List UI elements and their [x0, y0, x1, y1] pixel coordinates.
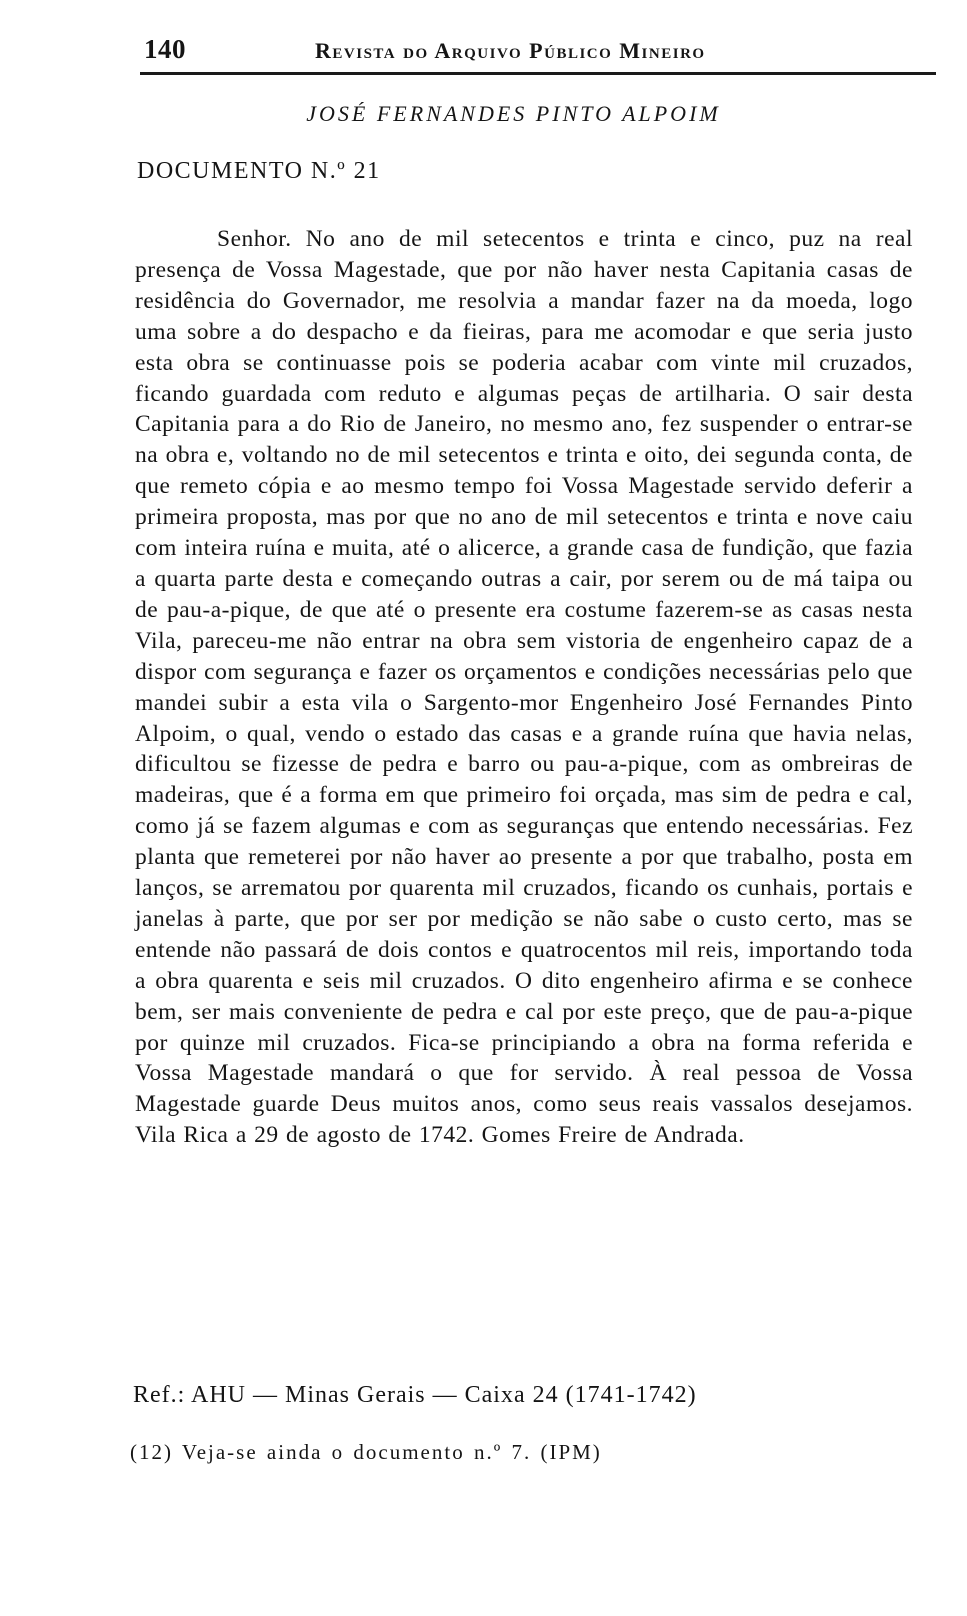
document-body: Senhor. No ano de mil setecentos e trinta e cinco, puz na real presença de Vossa Magestade, que por não haver nesta Capitania casas de residência do Governador, me resolvia a mandar fazer na da moeda, logo uma sobre a do despacho e da fieiras, para me acomodar e que seria justo esta obra se continuasse pois se poderia acabar com vinte mil cruzados, ficando guardada com reduto e algumas peças de artilharia. O sair desta Capitania para a do Rio de Janeiro, no mesmo ano, fez suspender o entrar-se na obra e, voltando no de mil setecentos e trinta e oito, dei segunda conta, de que remeto cópia e ao mesmo tempo foi Vossa Magestade servido deferir a primeira proposta, mas por que no ano de mil setecentos e trinta e nove caiu com inteira ruína e muita, até o alicerce, a grande casa de fundição, que fazia a quarta parte desta e começando outras a cair, por serem ou de má taipa ou de pau-a-pique, de que até o presente era costume fazerem-se as casas nesta Vila, pareceu-me não entrar na obra sem vistoria de engenheiro capaz de a dispor com segurança e fazer os orçamentos e condições necessárias pelo que mandei subir a esta vila o Sargento-mor Engenheiro José Fernandes Pinto Alpoim, o qual, vendo o estado das casas e a grande ruína que havia nelas, dificultou se fizesse de pedra e barro ou pau-a-pique, com as ombreiras de madeiras, que é a forma em que primeiro foi orçada, mas sim de pedra e cal, como já se fazem algumas e com as seguranças que entendo necessárias. Fez planta que remeterei por não haver ao presente a por que trabalho, posta em lanços, se arrematou por quarenta mil cruzados, ficando os cunhais, portais e janelas à parte, que por ser por medição se não sabe o custo certo, mas se entende não passará de dois contos e quatrocentos mil reis, importando toda a obra quarenta e seis mil cruzados. O dito engenheiro afirma e se conhece bem, ser mais conveniente de pedra e cal por este preço, que de pau-a-pique por quinze mil cruzados. Fica-se principiando a obra na forma referida e Vossa Magestade mandará o que for servido. À real pessoa de Vossa Magestade guarde Deus muitos anos, como seus reais vassalos desejamos. Vila Rica a 29 de agosto de 1742. Gomes Freire de Andrada. [135, 226, 913, 1149]
archive-reference: Ref.: AHU — Minas Gerais — Caixa 24 (1741-1742) [133, 1382, 697, 1408]
footnote: (12) Veja-se ainda o documento n.º 7. (IPM) [130, 1440, 602, 1464]
running-head [140, 30, 940, 70]
header-rule [140, 72, 936, 75]
page-number: 140 [144, 34, 186, 64]
journal-title: Revista do Arquivo Público Mineiro [315, 38, 706, 63]
document-author-heading: JOSÉ FERNANDES PINTO ALPOIM [306, 101, 721, 126]
document-number: DOCUMENTO N.º 21 [137, 158, 381, 184]
